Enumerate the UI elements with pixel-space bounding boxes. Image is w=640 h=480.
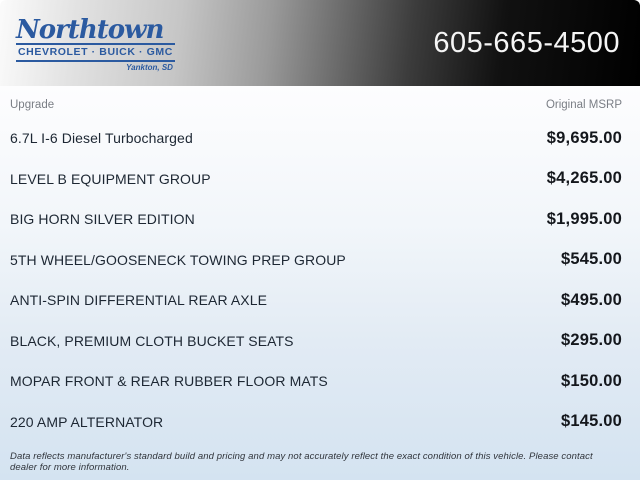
disclaimer-text: Data reflects manufacturer's standard build and pricing and may not accurately reflect the exact condition of this vehicle. Please contact dealer for more information.: [10, 451, 593, 473]
table-row: [10, 199, 622, 240]
table-row: [10, 402, 622, 443]
upgrade-label: LEVEL B EQUIPMENT GROUP: [10, 170, 211, 187]
msrp-price: $1,995.00: [546, 209, 622, 228]
upgrade-label: ANTI-SPIN DIFFERENTIAL REAR AXLE: [10, 292, 268, 309]
table-row: [10, 240, 622, 281]
column-header-upgrade: Upgrade: [10, 99, 55, 111]
dealer-phone-number: 605-665-4500: [433, 26, 620, 59]
dealer-logo: [16, 15, 175, 72]
upgrade-label: 6.7L I-6 Diesel Turbocharged: [10, 130, 193, 147]
upgrade-label: BLACK, PREMIUM CLOTH BUCKET SEATS: [10, 332, 294, 349]
msrp-price: $145.00: [560, 412, 622, 431]
table-row: [10, 361, 622, 402]
upgrade-label: 5TH WHEEL/GOOSENECK TOWING PREP GROUP: [10, 251, 346, 268]
upgrade-pricing-table: [0, 86, 640, 480]
dealer-header-banner: [0, 0, 640, 86]
msrp-price: $4,265.00: [546, 169, 622, 188]
column-header-msrp: Original MSRP: [545, 99, 622, 111]
table-row: [10, 280, 622, 321]
msrp-price: $495.00: [560, 290, 622, 309]
table-column-header-row: [10, 86, 622, 118]
table-row: [10, 159, 622, 200]
rows: [10, 118, 622, 442]
upgrade-label: MOPAR FRONT & REAR RUBBER FLOOR MATS: [10, 373, 328, 390]
table-row: [10, 321, 622, 362]
msrp-price: $295.00: [560, 331, 622, 350]
upgrade-label: 220 AMP ALTERNATOR: [10, 413, 164, 430]
msrp-price: $545.00: [560, 250, 622, 269]
msrp-price: $9,695.00: [546, 128, 622, 147]
table-row: [10, 118, 622, 159]
upgrade-label: BIG HORN SILVER EDITION: [10, 211, 195, 228]
dealer-logo-brands: CHEVROLET · BUICK · GMC: [16, 43, 175, 62]
dealer-logo-name: Northtown: [16, 15, 164, 45]
msrp-price: $150.00: [560, 371, 622, 390]
dealer-logo-location: Yankton, SD: [126, 63, 173, 72]
